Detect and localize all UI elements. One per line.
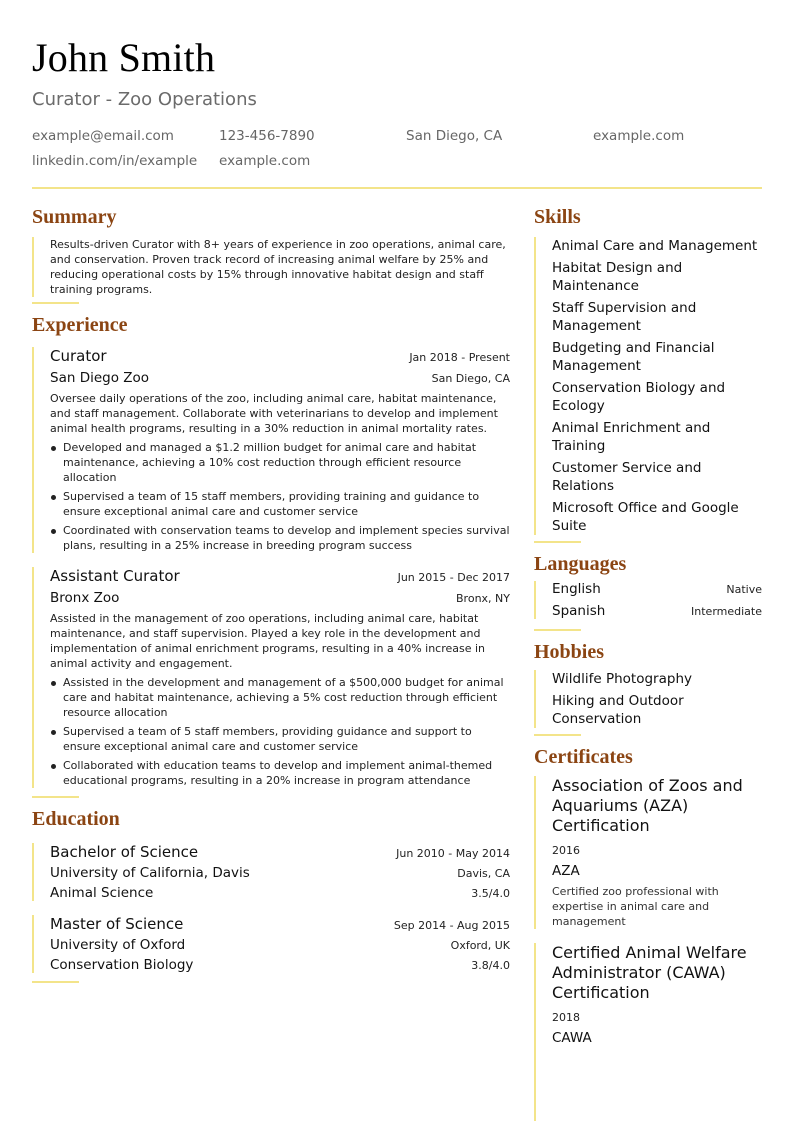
education-header: [50, 915, 510, 933]
education-dates: Sep 2014 - Aug 2015: [393, 919, 510, 932]
list-item: Collaborated with education teams to develop and implement animal-themed educational programs, resulting in a 20% increase in program attendance: [50, 758, 510, 788]
section-divider: [32, 796, 79, 798]
experience-org: San Diego Zoo: [50, 370, 150, 386]
experience-dates: Jan 2018 - Present: [409, 351, 510, 364]
certificate-org: AZA: [552, 863, 580, 879]
education-field-row: [50, 957, 510, 973]
education-field-row: [50, 885, 510, 901]
experience-org: Bronx Zoo: [50, 590, 120, 606]
experience-description: Oversee daily operations of the zoo, including animal care, habitat maintenance, and staff management. Collaborate with veterinarians to develop and implement animal health programs, resulting in a 30% reduction in animal mortality rates.: [50, 392, 498, 435]
education-item: [32, 915, 510, 973]
list-item: Coordinated with conservation teams to develop and implement species survival plans, resulting in a 25% increase in breeding program success: [50, 523, 510, 553]
section-divider: [534, 734, 581, 736]
experience-org-row: [50, 590, 510, 606]
language-row: [552, 603, 762, 619]
experience-role: Curator: [50, 347, 107, 365]
experience-bullets: [50, 440, 510, 553]
section-divider: [534, 541, 581, 543]
certificate-description: Certified zoo professional with expertise in animal care and management: [552, 885, 719, 928]
certificate-item: [534, 943, 762, 1121]
education-gpa: 3.8/4.0: [471, 959, 510, 972]
contact-website[interactable]: example.com: [593, 128, 685, 144]
language-name: Spanish: [552, 603, 606, 619]
experience-header: [50, 347, 510, 365]
skill-item: Conservation Biology and Ecology: [552, 380, 726, 414]
education-item: [32, 843, 510, 901]
education-heading: Education: [32, 808, 120, 830]
experience-item: [32, 347, 510, 553]
education-location: Davis, CA: [457, 867, 510, 880]
skill-item: Microsoft Office and Google Suite: [552, 500, 739, 534]
experience-org-row: [50, 370, 510, 386]
language-name: English: [552, 581, 601, 597]
education-dates: Jun 2010 - May 2014: [396, 847, 510, 860]
skill-item: Customer Service and Relations: [552, 460, 702, 494]
education-field: Animal Science: [50, 885, 154, 901]
hobby-item: Hiking and Outdoor Conservation: [552, 693, 684, 727]
education-gpa: 3.5/4.0: [471, 887, 510, 900]
certificate-org: CAWA: [552, 1030, 592, 1046]
contact-email[interactable]: example@email.com: [32, 128, 174, 144]
language-row: [552, 581, 762, 597]
candidate-name: John Smith: [32, 35, 216, 80]
skills-heading: Skills: [534, 206, 581, 228]
side-column: [534, 206, 762, 1121]
skill-item: Staff Supervision and Management: [552, 300, 697, 334]
certificates-heading: Certificates: [534, 746, 633, 768]
languages-heading: Languages: [534, 553, 627, 575]
education-school-row: [50, 937, 510, 953]
header-divider: [32, 187, 762, 189]
skill-item: Habitat Design and Maintenance: [552, 260, 683, 294]
certificate-name: Certified Animal Welfare Administrator (CAWA) Certification: [552, 943, 747, 1002]
certificate-year: 2016: [552, 844, 580, 857]
education-school: University of Oxford: [50, 937, 186, 953]
language-level: Native: [726, 583, 762, 596]
experience-dates: Jun 2015 - Dec 2017: [397, 571, 510, 584]
language-level: Intermediate: [691, 605, 762, 618]
languages-list: [534, 581, 762, 619]
education-field: Conservation Biology: [50, 957, 194, 973]
contact-phone: 123-456-7890: [219, 128, 315, 144]
skill-item: Animal Enrichment and Training: [552, 420, 711, 454]
experience-bullets: [50, 675, 510, 788]
experience-location: Bronx, NY: [456, 592, 510, 605]
certificate-year: 2018: [552, 1011, 580, 1024]
certificate-item: [534, 776, 762, 929]
list-item: Supervised a team of 15 staff members, providing training and guidance to ensure exceptional animal care and customer service: [50, 489, 510, 519]
hobby-item: Wildlife Photography: [552, 671, 692, 687]
skill-item: Animal Care and Management: [552, 238, 758, 254]
skills-list: [534, 237, 762, 535]
certificate-name: Association of Zoos and Aquariums (AZA) Certification: [552, 776, 743, 835]
experience-role: Assistant Curator: [50, 567, 180, 585]
education-location: Oxford, UK: [450, 939, 510, 952]
list-item: Assisted in the development and management of a $500,000 budget for animal care and habitat maintenance, achieving a 5% cost reduction through efficient resource allocation: [50, 675, 510, 720]
list-item: Developed and managed a $1.2 million budget for animal care and habitat maintenance, achieving a 10% cost reduction through efficient resource allocation: [50, 440, 510, 485]
main-column: [32, 206, 510, 983]
education-school: University of California, Davis: [50, 865, 250, 881]
section-divider: [32, 981, 79, 983]
experience-header: [50, 567, 510, 585]
hobbies-list: [534, 670, 762, 728]
summary-block: [32, 237, 510, 297]
job-title: Curator - Zoo Operations: [32, 89, 257, 110]
experience-item: [32, 567, 510, 788]
contact-location: San Diego, CA: [406, 128, 503, 144]
contact-list: [32, 128, 772, 169]
education-degree: Bachelor of Science: [50, 843, 199, 861]
experience-heading: Experience: [32, 314, 128, 336]
section-divider: [32, 302, 79, 304]
section-divider: [534, 629, 581, 631]
summary-text: Results-driven Curator with 8+ years of experience in zoo operations, animal care, and conservation. Proven track record of increasing animal welfare by 25% and reducing operational costs by 15% through innovative habitat design and staff training programs.: [50, 238, 506, 296]
list-item: Supervised a team of 5 staff members, providing guidance and support to ensure exceptional animal care and customer service: [50, 724, 510, 754]
education-header: [50, 843, 510, 861]
summary-heading: Summary: [32, 206, 117, 228]
hobbies-heading: Hobbies: [534, 641, 605, 663]
contact-website-2[interactable]: example.com: [219, 153, 311, 169]
education-school-row: [50, 865, 510, 881]
experience-location: San Diego, CA: [431, 372, 510, 385]
skill-item: Budgeting and Financial Management: [552, 340, 715, 374]
contact-linkedin[interactable]: linkedin.com/in/example: [32, 153, 198, 169]
experience-description: Assisted in the management of zoo operations, including animal care, habitat maintenance, and staff supervision. Played a key role in the development and implementation of animal enrichment programs, resulting in a 40% increase in animal activity and engagement.: [50, 612, 486, 670]
education-degree: Master of Science: [50, 915, 184, 933]
